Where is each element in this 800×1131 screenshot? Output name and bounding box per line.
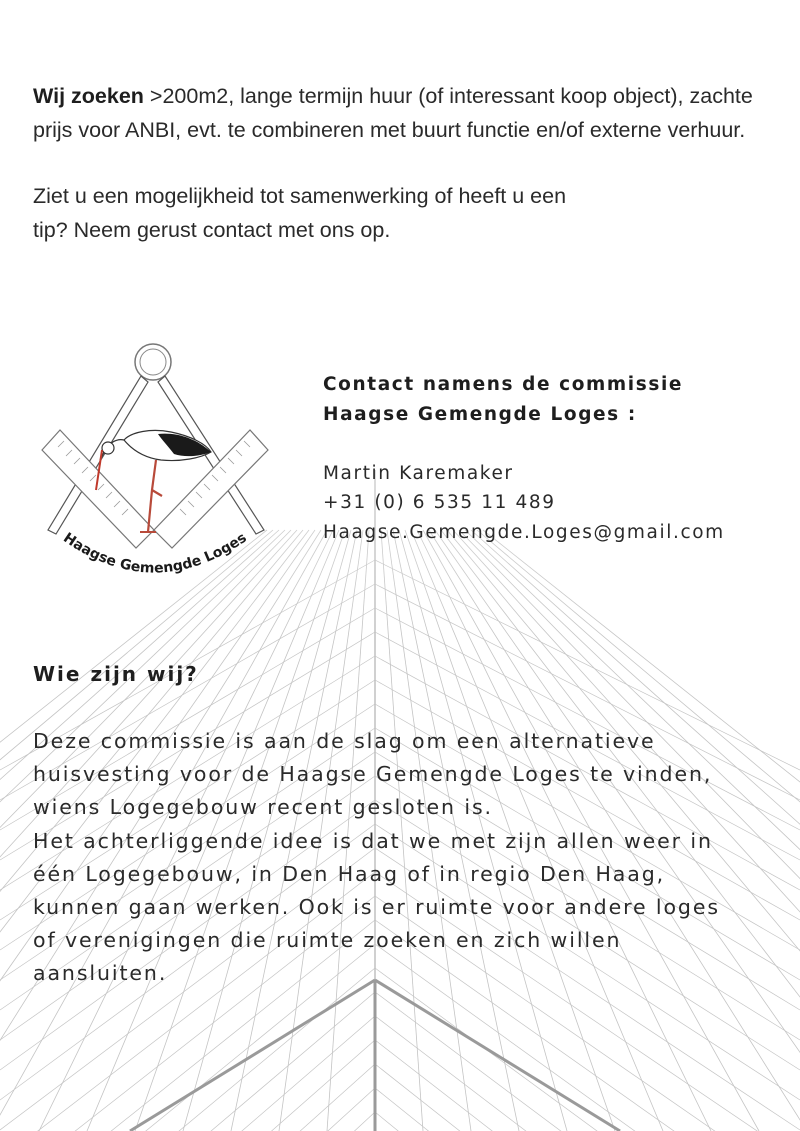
about-line: wiens Logegebouw recent gesloten is.: [33, 795, 493, 820]
svg-text:Haagse Gemengde Loges: [60, 530, 249, 577]
contact-phone[interactable]: +31 (0) 6 535 11 489: [323, 492, 556, 513]
contact-heading-line1: Contact namens de commissie: [323, 374, 684, 395]
about-line: aansluiten.: [33, 961, 168, 986]
contact-heading: [323, 370, 783, 429]
about-line: Het achterliggende idee is dat we met zijn allen weer in: [33, 828, 713, 853]
contact-name: Martin Karemaker: [323, 462, 514, 484]
search-requirements-text: >200m2, lange termijn huur (of interessant koop object), zachte prijs voor ANBI, evt. te combineren met buurt functie en/of externe verhuur.: [33, 84, 753, 142]
search-lead-bold: Wij zoeken: [33, 84, 144, 108]
stork-square-compass-logo: [36, 340, 276, 590]
contact-email[interactable]: Haagse.Gemengde.Loges@gmail.com: [323, 521, 725, 543]
about-line: kunnen gaan werken. Ook is er ruimte voor andere loges: [33, 895, 720, 920]
about-line: Deze commissie is aan de slag om een alternatieve: [33, 729, 656, 753]
search-paragraph: [33, 80, 768, 147]
contact-block: [323, 370, 783, 547]
intro-section: [33, 80, 768, 280]
logo-text: Haagse Gemengde Loges: [60, 529, 250, 577]
about-line: huisvesting voor de Haagse Gemengde Loges te vinden,: [33, 762, 713, 787]
call-to-action-text: Ziet u een mogelijkheid tot samenwerking of heeft u een tip? Neem gerust contact met ons op.: [33, 184, 567, 242]
about-line: één Logegebouw, in Den Haag of in regio Den Haag,: [33, 861, 666, 886]
contact-heading-line2: Haagse Gemengde Loges :: [323, 403, 637, 425]
about-title: Wie zijn wij?: [33, 662, 199, 686]
about-body: [33, 725, 778, 991]
about-line: of verenigingen die ruimte zoeken en zich willen: [33, 928, 622, 953]
